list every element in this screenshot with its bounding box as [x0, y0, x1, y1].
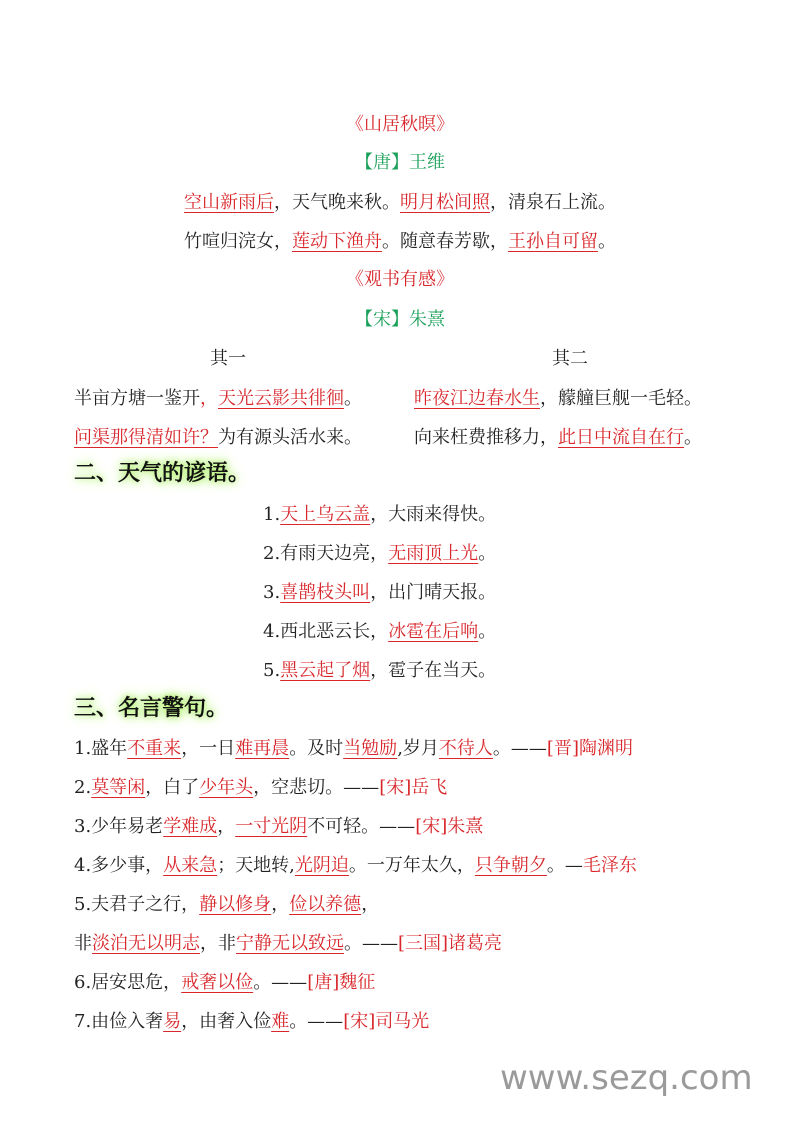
blank-answer: 戒奢以俭	[181, 972, 254, 993]
blank-answer: 只争朝夕	[474, 855, 547, 876]
item-text: 3.	[263, 582, 281, 603]
quote-text: ，	[271, 894, 290, 915]
quote-source: [宋]岳飞	[379, 777, 448, 798]
poem-line	[74, 384, 362, 410]
column-heading: 其一	[210, 348, 246, 369]
blank-answer: 易	[163, 1011, 182, 1032]
blank-answer: 喜鹊枝头叫	[280, 582, 371, 603]
quote-text: 4.多少事，	[74, 855, 164, 876]
blank-answer: 天光云影共徘徊	[218, 388, 344, 409]
poem-text: ，	[200, 388, 218, 409]
blank-answer: 不重来	[127, 738, 182, 759]
quote-text: ,岁月	[397, 738, 439, 759]
quote-source: [三国]诸葛亮	[398, 933, 503, 954]
blank-answer: 王孙自可留	[508, 231, 598, 252]
proverb-item	[263, 617, 496, 643]
blank-answer: 难再晨	[235, 738, 290, 759]
blank-answer: 昨夜江边春水生	[414, 388, 540, 409]
poem-text: ，清泉石上流。	[490, 192, 616, 213]
quote-line	[74, 1007, 429, 1033]
quote-text: 7.由俭入奢	[74, 1011, 164, 1032]
item-text: 。	[478, 621, 497, 642]
quote-text: ，空悲切。——	[253, 777, 380, 798]
quote-line	[74, 734, 633, 760]
item-text: 。	[478, 543, 497, 564]
item-text: ，大雨来得快。	[370, 504, 497, 525]
quote-text: ，	[361, 894, 380, 915]
quote-text: 不可轻。——	[307, 816, 416, 837]
quote-text: ；天地转,	[217, 855, 295, 876]
quote-text: 。一万年太久，	[348, 855, 475, 876]
quote-text: 。——	[253, 972, 308, 993]
blank-answer: 此日中流自在行	[558, 427, 684, 448]
quote-text: 。及时	[289, 738, 344, 759]
blank-answer: 当勉励	[343, 738, 398, 759]
item-text: 1.	[263, 504, 281, 525]
item-text: 2.有雨天边亮，	[263, 543, 389, 564]
quote-line	[74, 812, 483, 838]
quote-source: [宋]司马光	[343, 1011, 430, 1032]
quote-text: ，白了	[145, 777, 200, 798]
blank-answer: 难	[271, 1011, 290, 1032]
poem-text: 向来枉费推移力，	[414, 427, 558, 448]
quote-text: 。——	[344, 933, 398, 954]
quote-text: 6.居安思危，	[74, 972, 182, 993]
blank-answer: 不待人	[438, 738, 493, 759]
blank-answer: 静以修身	[199, 894, 272, 915]
item-text: ，雹子在当天。	[370, 660, 497, 681]
blank-answer: 无雨顶上光	[388, 543, 479, 564]
quote-text: ，一日	[181, 738, 236, 759]
item-text: ，出门晴天报。	[370, 582, 497, 603]
poem-text: ，艨艟巨舰一毛轻。	[540, 388, 702, 409]
section-heading: 三、名言警句。	[74, 695, 229, 721]
poem-text: 。随意春芳歇，	[382, 231, 508, 252]
proverb-item	[263, 539, 496, 565]
blank-answer: 宁静无以致远	[236, 933, 344, 954]
poem-text: ，天气晚来秋。	[274, 192, 400, 213]
blank-answer: 一寸光阴	[235, 816, 308, 837]
blank-answer: 学难成	[163, 816, 218, 837]
blank-answer: 从来急	[163, 855, 218, 876]
item-text: 4.西北恶云长，	[263, 621, 389, 642]
blank-answer: 黑云起了烟	[280, 660, 371, 681]
quote-text: 3.少年易老	[74, 816, 164, 837]
quote-text: ，非	[200, 933, 236, 954]
poem-text: 为有源头活水来。	[218, 427, 362, 448]
proverb-item	[263, 656, 496, 682]
blank-answer: 空山新雨后	[184, 192, 274, 213]
poem-text: 半亩方塘一鉴开	[74, 388, 200, 409]
blank-answer: 明月松间照	[400, 192, 490, 213]
quote-source: [晋]陶渊明	[546, 738, 633, 759]
item-text: 5.	[263, 660, 281, 681]
poem-line	[74, 423, 362, 449]
quote-text: 2.	[74, 777, 92, 798]
blank-answer: 莲动下渔舟	[292, 231, 382, 252]
quote-text: ，由奢入俭	[181, 1011, 272, 1032]
quote-line	[74, 929, 502, 955]
quote-source: [宋]朱熹	[415, 816, 484, 837]
blank-answer: 天上乌云盖	[280, 504, 371, 525]
quote-line	[74, 851, 637, 877]
blank-answer: 莫等闲	[91, 777, 146, 798]
poem-text: 竹喧归浣女，	[184, 231, 292, 252]
quote-source: 毛泽东	[582, 855, 637, 876]
section-heading: 二、天气的谚语。	[74, 460, 251, 486]
proverb-item	[263, 578, 496, 604]
quote-line	[74, 890, 379, 916]
quote-text: 1.盛年	[74, 738, 128, 759]
poem-author: 【唐】王维	[355, 152, 445, 173]
poem-line	[414, 423, 702, 449]
quote-line	[74, 773, 447, 799]
poem-line	[0, 227, 800, 253]
blank-answer: 淡泊无以明志	[92, 933, 200, 954]
quote-source: [唐]魏征	[307, 972, 376, 993]
poem-text: 。	[344, 388, 362, 409]
blank-answer: 冰雹在后响	[388, 621, 479, 642]
quote-text: 。——	[492, 738, 547, 759]
proverb-item	[263, 500, 496, 526]
poem-title: 《山居秋暝》	[346, 114, 454, 135]
blank-answer: 俭以养德	[289, 894, 362, 915]
blank-answer: 光阴迫	[294, 855, 349, 876]
watermark: www.sezq.com	[500, 1058, 753, 1098]
blank-answer: 问渠那得清如许？	[74, 427, 218, 448]
poem-text: 。	[598, 231, 616, 252]
poem-title: 《观书有感》	[346, 269, 454, 290]
quote-text: 非	[74, 933, 92, 954]
quote-text: ，	[217, 816, 236, 837]
poem-line	[0, 188, 800, 214]
quote-text: 5.夫君子之行，	[74, 894, 200, 915]
quote-line	[74, 968, 375, 994]
quote-text: 。——	[289, 1011, 344, 1032]
poem-line	[414, 384, 702, 410]
blank-answer: 少年头	[199, 777, 254, 798]
quote-text: 。—	[546, 855, 583, 876]
poem-text: 。	[684, 427, 702, 448]
poem-author: 【宋】朱熹	[355, 309, 445, 330]
column-heading: 其二	[552, 348, 588, 369]
